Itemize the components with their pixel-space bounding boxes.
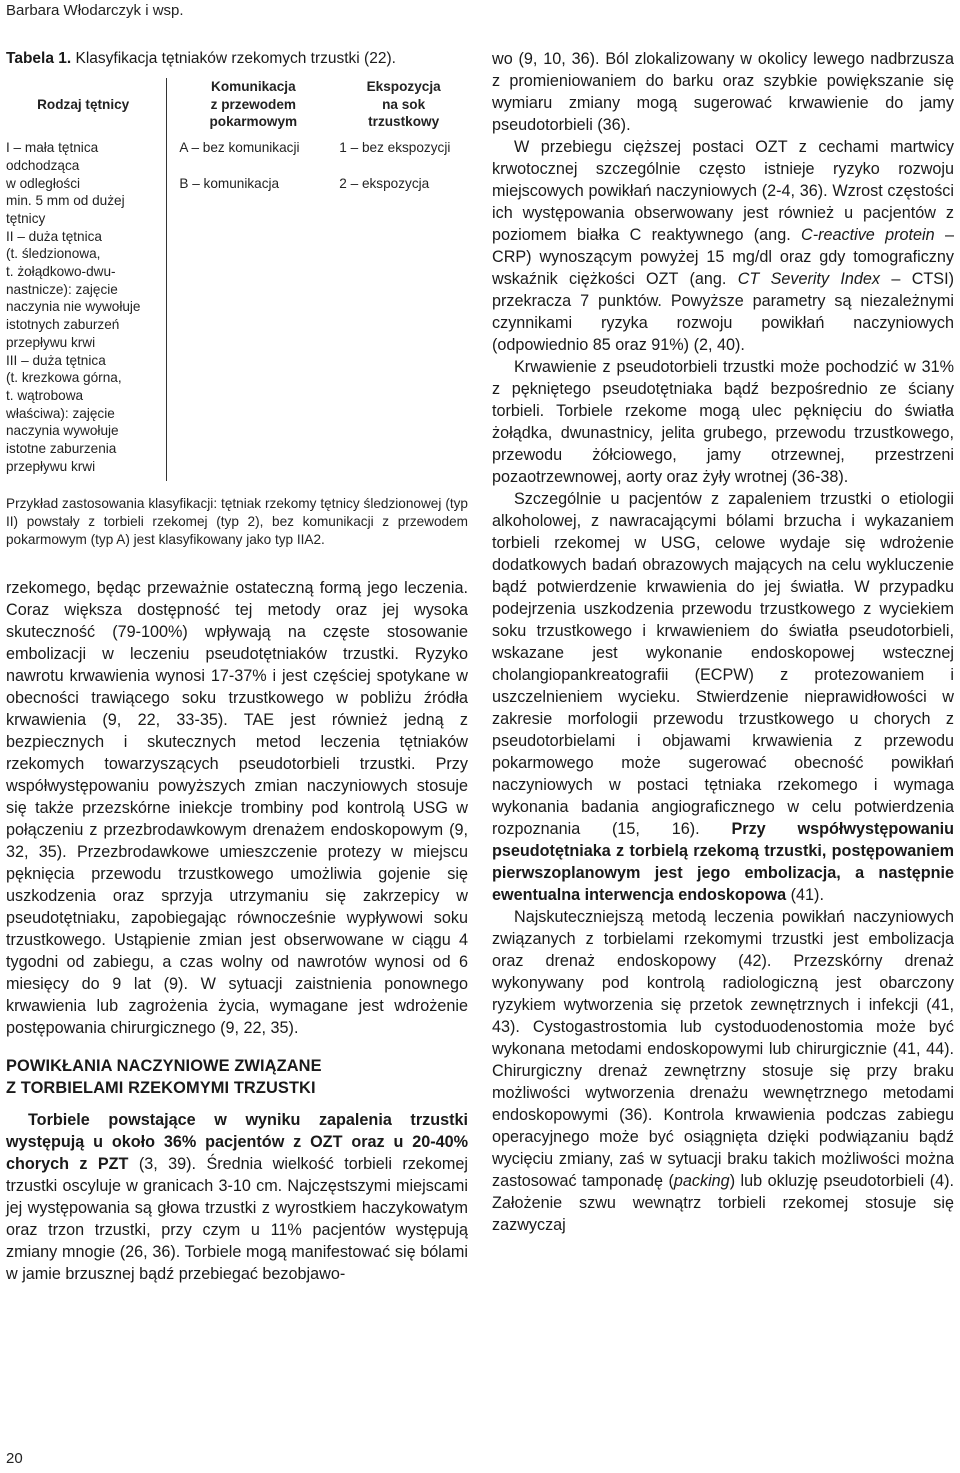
paragraph — [6, 1109, 468, 1285]
artery-type-line: naczynia wywołuje — [6, 423, 119, 439]
running-head: Barbara Włodarczyk i wsp. — [6, 2, 184, 19]
header-communication-line: Komunikacja — [211, 79, 296, 94]
bold-statement: Przy współwystępowaniu pseudotętniaka z torbielą rzekomą trzustki, postępowaniem pierwszoplanowym jest jego embolizacja, a następnie ewentualna interwencja endoskopowa — [492, 820, 954, 904]
header-artery-type: Rodzaj tętnicy — [37, 96, 130, 112]
table-note: Przykład zastosowania klasyfikacji: tętniak rzekomy tętnicy śledzionowej (typ II) powstały z torbieli rzekomej (typ 2), bez komunikacji z przewodem pokarmowym (typ A) jest klasyfikowany jako typ IIA2. — [6, 496, 468, 547]
header-exposure-line: Ekspozycja — [366, 79, 441, 94]
artery-type-line: (t. krezkowa górna, — [6, 370, 122, 386]
left-column — [6, 48, 468, 1285]
header-exposure — [327, 78, 468, 139]
paragraph — [492, 488, 954, 906]
text-run: (3, 39). Średnia wielkość torbieli rzekomej trzustki oscyluje w granicach 3-10 cm. Najczęstszymi miejscami jej występowania są głowa trzustki z wyrostkiem haczykowatym oraz trzon trzustki, przy czym u 11% pacjentów występują zmiany mnogie (26, 36). Torbiele mogą manifestować się bólami w jamie brzusznej bądź przebiegać bezobjawo- — [6, 1154, 468, 1283]
section-heading-line: Z TORBIELAMI RZEKOMYMI TRZUSTKI — [6, 1078, 316, 1097]
header-exposure-line: na sok — [382, 96, 426, 112]
artery-type-line: III – duża tętnica — [6, 352, 106, 368]
text-run: ) lub okluzję pseudotorbieli (4). Założenie szwu wewnątrz torbieli rzekomej stosuje się zazwyczaj — [492, 1172, 954, 1234]
paragraph: rzekomego, będąc przeważnie ostateczną formą jego leczenia. Coraz większa dostępność tej metody oraz jej wysoka skuteczność (79-100%) wpływają na częste stosowanie embolizacji w leczeniu pseudotętniaków trzustki. Ryzyko nawrotu krwawienia wynosi 17-37% i jest częściej spotykane w obecności trawiącego soku trzustkowego w pobliżu źródła krwawienia (9, 22, 33-35). TAE jest również jedną z bezpiecznych i skutecznych metod leczenia tętniaków rzekomych towarzyszących pseudotorbieli trzustki. Przy współwystępowaniu powyższych zmian naczyniowych stosuje się także przezskórne iniekcje trombiny pod kontrolą USG w połączeniu z przezbrodawkowym drenażem endoskopowym (9, 32, 35). Przezbrodawkowe umieszczenie protezy w miejscu pęknięcia przewodu trzustkowego umożliwia gojenie się uszkodzenia oraz sprzyja utrzymaniu się zakrzepicy w pseudotętniaku, zapobiegając równocześnie wypływowi soku trzustkowego. Ustąpienie zmian jest obserwowane w ciągu 4 tygodni od zabiegu, a czas wolny od nawrotów wynosi od 6 miesięcy do 9 lat (9). W sytuacji zaistnienia ponownego krwawienia lub zagrożenia życia, wymagane jest wdrożenie postępowania chirurgicznego (9, 22, 35). — [6, 578, 468, 1037]
header-communication-line: z przewodem — [210, 96, 296, 112]
exposure-item: 1 – bez ekspozycji — [339, 140, 451, 156]
artery-type-line: min. 5 mm od dużej — [6, 193, 125, 209]
artery-type-line: istotnych zaburzeń — [6, 317, 120, 333]
italic-term: packing — [673, 1172, 730, 1190]
artery-type-line: t. wątrobowa — [6, 387, 84, 403]
header-communication — [167, 78, 327, 139]
artery-type-line: t. żołądkowo-dwu- — [6, 264, 116, 280]
section-heading-line: POWIKŁANIA NACZYNIOWE ZWIĄZANE — [6, 1056, 322, 1075]
artery-type-line: istotne zaburzenia — [6, 441, 117, 457]
text-run: W przebiegu cięższej postaci OZT z cechami martwicy krwotocznej szczególnie często istnieje ryzyko rozwoju miejscowych powikłań naczyniowych (2-4, 36). Wzrost częstości ich występowania obserwowany jest również u pacjentów z poziomem białka C reaktywnego (ang. — [492, 138, 954, 244]
section-heading — [6, 1055, 468, 1099]
table-caption — [6, 48, 468, 70]
header-exposure-line: trzustkowy — [368, 114, 440, 130]
artery-type-cell — [6, 139, 167, 481]
artery-type-line: (t. śledzionowa, — [6, 246, 101, 262]
spacer — [339, 157, 468, 175]
communication-cell — [167, 139, 327, 481]
paragraph — [492, 136, 954, 356]
exposure-cell — [327, 139, 468, 481]
paragraph: Krwawienie z pseudotorbieli trzustki może pochodzić w 31% z pękniętego pseudotętniaka bądź bezpośrednio ze ściany torbieli. Torbiele rzekome mogą ulec pęknięciu do światła żołądka, dwunastnicy, jelita grubego, przewodu trzustkowego, przewodu żółciowego, jamy otrzewnej, przestrzeni pozaotrzewnowej, aorty oraz żyły wrotnej (36-38). — [492, 358, 954, 486]
artery-type-line: w odległości — [6, 175, 81, 191]
classification-table — [6, 78, 468, 481]
artery-type-line: przepływu krwi — [6, 458, 96, 474]
text-run: – CRP) wynoszącym powyżej 15 mg/dl oraz gdy tomograficzny wskaźnik ciężkości OZT (ang. — [492, 226, 954, 288]
table-body-row — [6, 139, 468, 481]
text-run: Najskuteczniejszą metodą leczenia powikłań naczyniowych związanych z torbielami rzekomymi trzustki jest embolizacja oraz drenaż endoskopowy (42). Przezskórny drenaż wykonywany pod kontrolą radiologiczną jest obarczony ryzykiem wytworzenia się przetok zewnętrznych i infekcji (41, 43). Cystogastrostomia lub cystoduodenostomia może być wykonana metodami endoskopowymi lub chirurgicznie (41, 44). Chirurgiczny drenaż zewnętrzny stosuje się przy braku możliwości wytworzenia drenażu wewnętrznego metodami endoskopowymi (36). Kontrola krwawienia podczas zabiegu operacyjnego może być osiągnięta dzięki podwiązaniu bądź wycięciu zmiany, zaś w sytuacji braku takich możliwości można zastosować tamponadę ( — [492, 908, 954, 1190]
header-communication-line: pokarmowym — [209, 114, 298, 130]
page-number: 20 — [6, 1450, 23, 1467]
italic-term: CT Severity Index — [737, 270, 881, 288]
artery-type-line: właściwa): zajęcie — [6, 405, 115, 421]
communication-item: A – bez komunikacji — [179, 140, 300, 156]
artery-type-line: naczynia nie wywołuje — [6, 299, 141, 315]
table-header-row — [6, 78, 468, 139]
spacer — [179, 157, 327, 175]
table-caption-label: Tabela 1. — [6, 50, 72, 67]
right-column — [492, 48, 954, 1236]
bold-statement: Torbiele powstające w wyniku zapalenia trzustki występują u około 36% pacjentów z OZT oraz u 20-40% chorych z PZT — [6, 1110, 468, 1173]
text-run: – CTSI) przekracza 7 punktów. Powyższe parametry są niezależnymi czynnikami ryzyka rozwoju powikłań naczyniowych (odpowiednio 85 oraz 91%) (2, 40). — [492, 270, 954, 354]
paragraph: wo (9, 10, 36). Ból zlokalizowany w okolicy lewego nadbrzusza z promieniowaniem do barku oraz szybkie powiększanie się wymiaru zmiany mogą sugerować krwawienie do jamy pseudotorbieli (36). — [492, 50, 954, 134]
artery-type-line: nastnicze): zajęcie — [6, 281, 118, 297]
artery-type-line: I – mała tętnica — [6, 140, 99, 156]
text-run: Szczególnie u pacjentów z zapaleniem trzustki o etiologii alkoholowej, z nawracającymi bólami brzucha i wykazaniem torbieli rzekomej w USG, celowe wydaje się wdrożenie dodatkowych badań obrazowych mających na celu wykluczenie bądź potwierdzenie krwawienia do jej światła. W przypadku podejrzenia uszkodzenia przewodu trzustkowego z wyciekiem soku trzustkowego i krwawieniem do światła pseudotorbieli, wskazane jest wykonanie endoskopowej wstecznej cholangiopankreatografii (ECPW) z protezowaniem i uszczelnieniem wycieku. Stwierdzenie nieprawidłowości w zakresie morfologii przewodu trzustkowego u chorych z pseudotorbielami i objawami krwawienia z przewodu pokarmowego może sugerować obecność powikłań naczyniowych w postaci tętniaka rzekomego i wymaga wykonania badania angiograficznego w celu potwierdzenia rozpoznania (15, 16). — [492, 490, 954, 838]
artery-type-line: II – duża tętnica — [6, 228, 102, 244]
artery-type-line: odchodząca — [6, 157, 80, 173]
left-body-text — [6, 577, 468, 1285]
table-caption-text: Klasyfikacja tętniaków rzekomych trzustki (22). — [71, 50, 396, 67]
paragraph — [492, 906, 954, 1236]
exposure-item: 2 – ekspozycja — [339, 175, 430, 191]
artery-type-line: tętnicy — [6, 210, 46, 226]
communication-item: B – komunikacja — [179, 175, 280, 191]
artery-type-line: przepływu krwi — [6, 334, 96, 350]
text-run: (41). — [786, 886, 824, 904]
italic-term: C-reactive protein — [801, 226, 935, 244]
